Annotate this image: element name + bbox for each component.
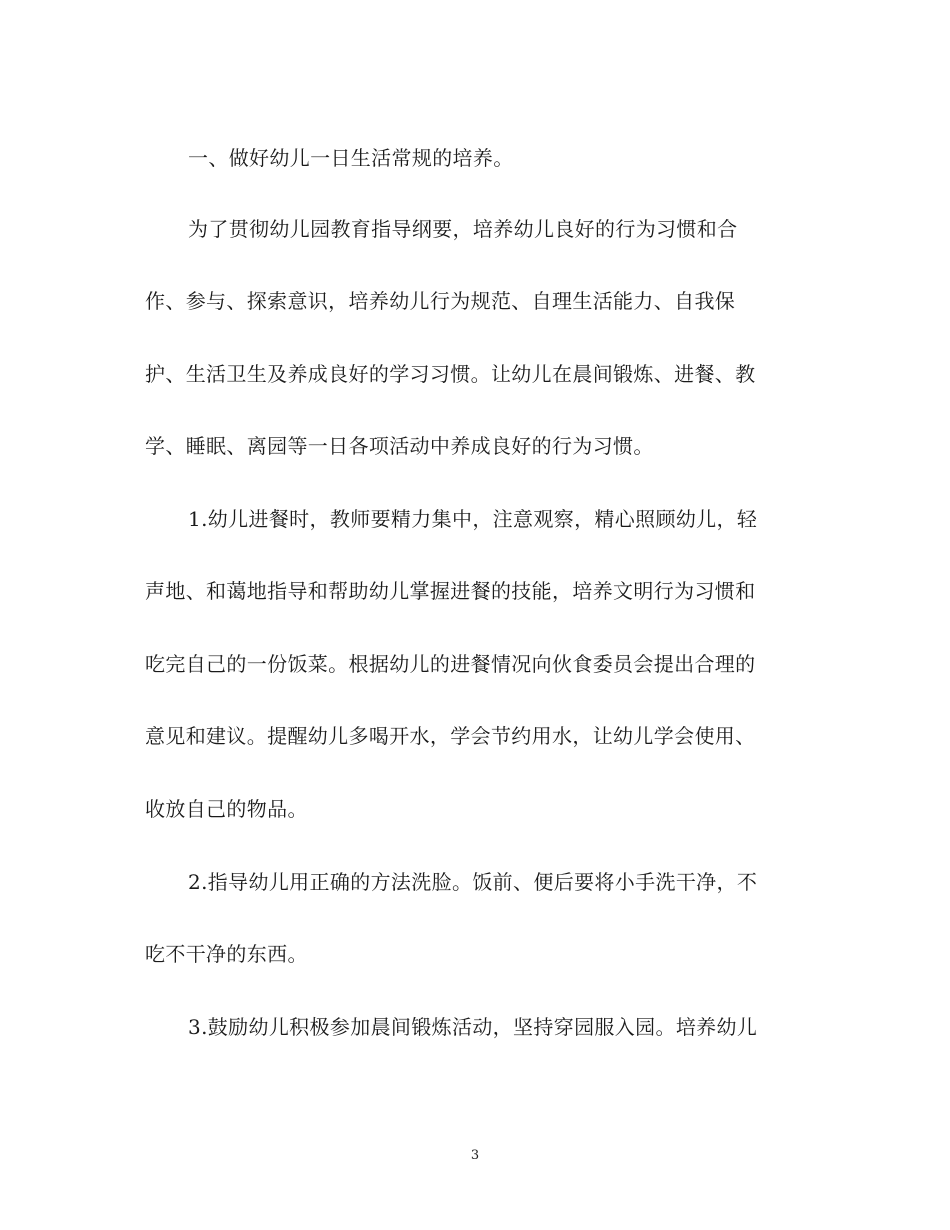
list-item-line: 吃完自己的一份饭菜。根据幼儿的进餐情况向伙食委员会提出合理的 bbox=[145, 652, 756, 676]
list-item-line: 吃不干净的东西。 bbox=[145, 942, 308, 966]
page-number: 3 bbox=[470, 1148, 480, 1163]
paragraph-line: 为了贯彻幼儿园教育指导纲要，培养幼儿良好的行为习惯和合 bbox=[188, 217, 738, 241]
paragraph-line: 作、参与、探索意识，培养幼儿行为规范、自理生活能力、自我保 bbox=[145, 289, 736, 313]
section-heading: 一、做好幼儿一日生活常规的培养。 bbox=[188, 146, 514, 170]
list-item-line: 1.幼儿进餐时，教师要精力集中，注意观察，精心照顾幼儿，轻 bbox=[188, 507, 758, 531]
list-item-line: 声地、和蔼地指导和帮助幼儿掌握进餐的技能，培养文明行为习惯和 bbox=[145, 579, 756, 603]
list-item-line: 2.指导幼儿用正确的方法洗脸。饭前、便后要将小手洗干净，不 bbox=[188, 870, 758, 894]
paragraph-line: 护、生活卫生及养成良好的学习习惯。让幼儿在晨间锻炼、进餐、教 bbox=[145, 362, 756, 386]
list-item-line: 3.鼓励幼儿积极参加晨间锻炼活动，坚持穿园服入园。培养幼儿 bbox=[188, 1015, 758, 1039]
list-item-line: 收放自己的物品。 bbox=[145, 797, 308, 821]
list-item-line: 意见和建议。提醒幼儿多喝开水，学会节约用水，让幼儿学会使用、 bbox=[145, 724, 756, 748]
paragraph-line: 学、睡眠、离园等一日各项活动中养成良好的行为习惯。 bbox=[145, 434, 654, 458]
